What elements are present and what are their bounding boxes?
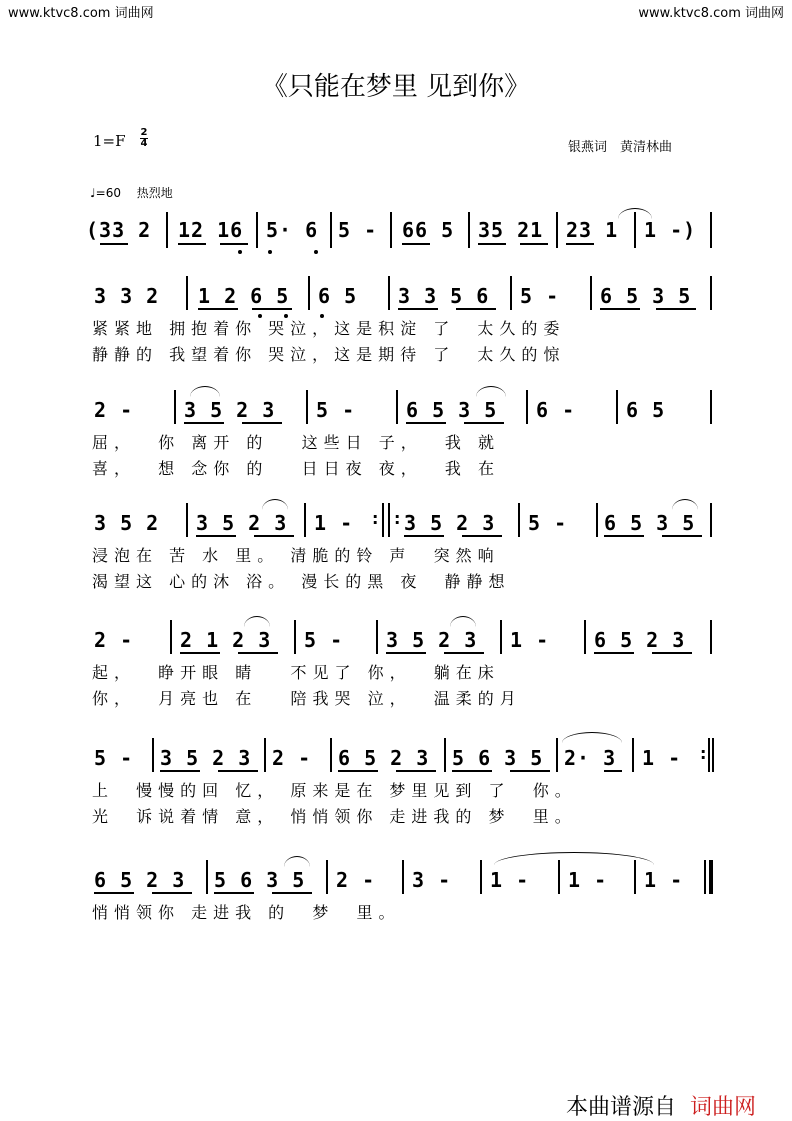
- beam: [456, 308, 496, 310]
- lyrics-verse-1: 起， 睁开眼 睛 不见了 你， 躺在床: [92, 663, 500, 682]
- barline: [584, 620, 586, 654]
- barline: [166, 212, 168, 248]
- measure: 3 5 2 3: [196, 511, 288, 535]
- beam: [160, 770, 200, 772]
- barline: [382, 503, 384, 537]
- measure: 1 -): [644, 218, 697, 242]
- measure: 6 -: [536, 398, 576, 422]
- measure: 6 5: [318, 284, 358, 308]
- beam: [396, 770, 436, 772]
- measure: 2· 3: [564, 746, 617, 770]
- tie-arc: [562, 732, 622, 743]
- barline: [376, 620, 378, 654]
- octave-dot: [238, 250, 242, 254]
- measure: 5 -: [316, 398, 356, 422]
- lyrics-verse-1: 上 慢慢的回 忆， 原来是在 梦里见到 了 你。: [92, 781, 577, 800]
- beam: [452, 770, 492, 772]
- measure: 6 5 3 5: [406, 398, 498, 422]
- beam: [520, 243, 548, 245]
- barline: [326, 860, 328, 894]
- measure: 35 21: [478, 218, 544, 242]
- barline: [710, 212, 712, 248]
- barline: [170, 620, 172, 654]
- repeat-end-sign: :: [372, 509, 379, 528]
- beam: [220, 243, 248, 245]
- octave-dot: [314, 250, 318, 254]
- lyrics-verse-1: 悄悄领你 走进我 的 梦 里。: [92, 903, 401, 922]
- measure: 6 5 2 3: [594, 628, 686, 652]
- system-intro: [0, 210, 792, 250]
- beam: [652, 652, 692, 654]
- lyrics-verse-1: 浸泡在 苦 水 里。 清脆的铃 声 突然响: [92, 546, 500, 565]
- beam: [272, 892, 312, 894]
- barline: [710, 503, 712, 537]
- measure: 2 -: [336, 868, 376, 892]
- barline: [186, 503, 188, 537]
- beam: [100, 243, 128, 245]
- beam: [600, 308, 640, 310]
- tempo-marking: ♩=60 热烈地: [90, 186, 173, 200]
- header-right-watermark: www.ktvc8.com 词曲网: [638, 6, 784, 21]
- barline: [708, 738, 710, 772]
- measure: 5 -: [520, 284, 560, 308]
- repeat-end-sign: :: [700, 744, 707, 763]
- measure: 1 -: [642, 746, 682, 770]
- beam: [218, 770, 258, 772]
- barline: [294, 620, 296, 654]
- system-5: [0, 738, 792, 828]
- measure: 3 5 2 3: [386, 628, 478, 652]
- beam: [462, 535, 502, 537]
- measure: 1 2 6 5: [198, 284, 290, 308]
- measure: 5 6 3 5: [214, 868, 306, 892]
- barline: [308, 276, 310, 310]
- measure: 3 5 2: [94, 511, 160, 535]
- barline: [174, 390, 176, 424]
- system-6: [0, 860, 792, 924]
- barline: [480, 860, 482, 894]
- measure: 3 5 2 3: [160, 746, 252, 770]
- measure: 3 5 2 3: [184, 398, 276, 422]
- barline: [206, 860, 208, 894]
- beam: [464, 422, 504, 424]
- tie-arc: [244, 616, 270, 627]
- song-title: 《只能在梦里 见到你》: [261, 72, 531, 102]
- beam: [196, 535, 236, 537]
- footer-source: [566, 1090, 756, 1121]
- beam: [184, 422, 224, 424]
- barline: [556, 212, 558, 248]
- measure: 23 1: [566, 218, 619, 242]
- measure: 6 5 3 5: [604, 511, 696, 535]
- beam: [254, 535, 294, 537]
- beam: [252, 308, 292, 310]
- octave-dot: [268, 250, 272, 254]
- barline: [256, 212, 258, 248]
- beam: [604, 535, 644, 537]
- beam: [214, 892, 254, 894]
- barline: [558, 860, 560, 894]
- tie-arc: [618, 208, 652, 219]
- barline: [710, 276, 712, 310]
- barline: [510, 276, 512, 310]
- barline: [330, 738, 332, 772]
- barline: [306, 390, 308, 424]
- barline: [396, 390, 398, 424]
- measure: 5 -: [304, 628, 344, 652]
- barline: [634, 860, 636, 894]
- header-left-watermark: www.ktvc8.com 词曲网: [8, 6, 154, 21]
- beam: [404, 535, 444, 537]
- barline: [186, 276, 188, 310]
- barline: [616, 390, 618, 424]
- measure: 5 -: [94, 746, 134, 770]
- tie-arc: [450, 616, 476, 627]
- measure: 1 -: [644, 868, 684, 892]
- lyrics-verse-2: 静静的 我望着你 哭泣，这是期待 了 太久的惊: [92, 345, 566, 364]
- measure: 1 -: [490, 868, 530, 892]
- measure: 3 -: [412, 868, 452, 892]
- barline: [402, 860, 404, 894]
- barline: [388, 503, 390, 537]
- tie-arc: [494, 852, 654, 865]
- barline: [712, 738, 714, 772]
- barline: [710, 620, 712, 654]
- measure: 1 -: [568, 868, 608, 892]
- measure: 1 -: [314, 511, 354, 535]
- barline: [468, 212, 470, 248]
- tie-arc: [262, 499, 288, 510]
- barline: [518, 503, 520, 537]
- beam: [594, 652, 634, 654]
- system-2: [0, 390, 792, 480]
- measure: 3 3 2: [94, 284, 160, 308]
- beam: [402, 243, 430, 245]
- measure: 3 3 5 6: [398, 284, 490, 308]
- tie-arc: [672, 499, 698, 510]
- tie-arc: [190, 386, 220, 397]
- lyrics-verse-2: 喜， 想 念你 的 日日夜 夜， 我 在: [92, 459, 500, 478]
- measure: (33 2: [86, 218, 152, 242]
- measure: 2 1 2 3: [180, 628, 272, 652]
- system-4: [0, 620, 792, 710]
- barline: [526, 390, 528, 424]
- measure: 5 -: [528, 511, 568, 535]
- barline: [710, 390, 712, 424]
- beam: [178, 243, 206, 245]
- measure: 6 5 2 3: [338, 746, 430, 770]
- beam: [180, 652, 220, 654]
- beam: [198, 308, 238, 310]
- credits: 银燕词 黄清林曲: [568, 140, 673, 155]
- measure: 6 5 3 5: [600, 284, 692, 308]
- barline: [704, 860, 706, 894]
- beam: [152, 892, 192, 894]
- lyrics-verse-2: 光 诉说着情 意， 悄悄领你 走进我的 梦 里。: [92, 807, 577, 826]
- barline: [596, 503, 598, 537]
- measure: 2 -: [94, 628, 134, 652]
- footer-source-label: 本曲谱源自: [566, 1095, 677, 1120]
- beam: [386, 652, 426, 654]
- beam: [338, 770, 378, 772]
- barline: [590, 276, 592, 310]
- final-barline: [709, 860, 713, 894]
- measure: 2 -: [272, 746, 312, 770]
- barline: [264, 738, 266, 772]
- beam: [94, 892, 134, 894]
- measure: 5 6 3 5: [452, 746, 544, 770]
- lyrics-verse-2: 你， 月亮也 在 陪我哭 泣， 温柔的月: [92, 689, 522, 708]
- system-1: [0, 276, 792, 366]
- barline: [304, 503, 306, 537]
- time-signature: [140, 128, 148, 149]
- beam: [478, 243, 506, 245]
- measure: 6 5: [626, 398, 666, 422]
- beam: [510, 770, 550, 772]
- barline: [632, 738, 634, 772]
- key-signature: 1=F: [93, 132, 126, 150]
- barline: [388, 276, 390, 310]
- measure: 66 5: [402, 218, 455, 242]
- lyrics-verse-1: 屈， 你 离开 的 这些日 子， 我 就: [92, 433, 500, 452]
- measure: 2 -: [94, 398, 134, 422]
- lyrics-verse-2: 渴望这 心的沐 浴。 漫长的黑 夜 静静想: [92, 572, 511, 591]
- beam: [444, 652, 484, 654]
- time-signature-bottom: 4: [140, 138, 148, 149]
- beam: [662, 535, 702, 537]
- beam: [604, 770, 622, 772]
- barline: [152, 738, 154, 772]
- measure: 5· 6: [266, 218, 319, 242]
- measure: 5 -: [338, 218, 378, 242]
- tie-arc: [284, 856, 310, 867]
- measure: 6 5 2 3: [94, 868, 186, 892]
- measure: 3 5 2 3: [404, 511, 496, 535]
- lyrics-verse-1: 紧紧地 拥抱着你 哭泣，这是积淀 了 太久的委: [92, 319, 566, 338]
- repeat-start-sign: :: [394, 509, 401, 528]
- system-3: [0, 503, 792, 593]
- beam: [566, 243, 594, 245]
- tie-arc: [476, 386, 506, 397]
- footer-brand-link[interactable]: 词曲网: [690, 1095, 757, 1120]
- beam: [656, 308, 696, 310]
- time-signature-top: 2: [140, 127, 148, 138]
- barline: [500, 620, 502, 654]
- beam: [406, 422, 446, 424]
- beam: [398, 308, 438, 310]
- measure: 12 16: [178, 218, 244, 242]
- barline: [444, 738, 446, 772]
- measure: 1 -: [510, 628, 550, 652]
- barline: [330, 212, 332, 248]
- beam: [242, 422, 282, 424]
- barline: [556, 738, 558, 772]
- beam: [238, 652, 278, 654]
- barline: [390, 212, 392, 248]
